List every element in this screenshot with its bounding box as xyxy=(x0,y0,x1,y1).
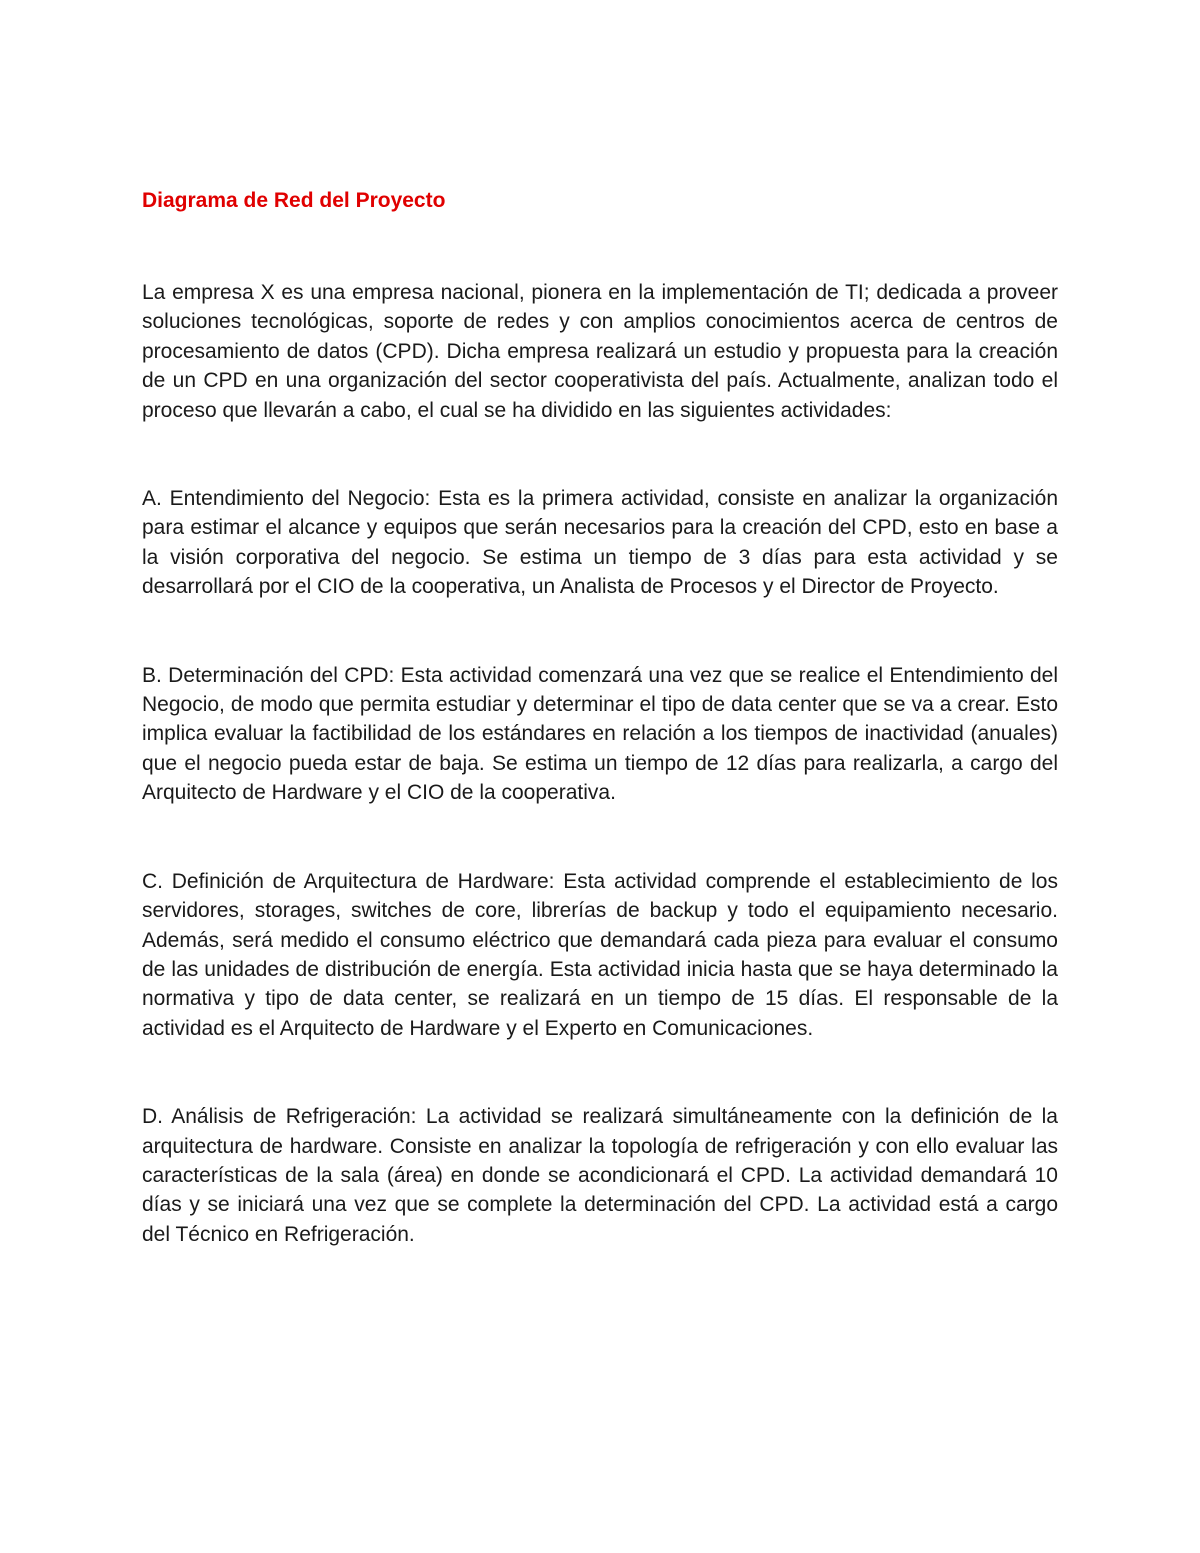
intro-paragraph: La empresa X es una empresa nacional, pionera en la implementación de TI; dedicada a proveer soluciones tecnológicas, soporte de redes y con amplios conocimientos acerca de centros de procesamiento de datos (CPD). Dicha empresa realizará un estudio y propuesta para la creación de un CPD en una organización del sector cooperativista del país. Actualmente, analizan todo el proceso que llevarán a cabo, el cual se ha dividido en las siguientes actividades: xyxy=(142,281,1058,422)
document-title: Diagrama de Red del Proyecto xyxy=(142,189,446,212)
activity-d-paragraph: D. Análisis de Refrigeración: La actividad se realizará simultáneamente con la definición de la arquitectura de hardware. Consiste en analizar la topología de refrigeración y con ello evaluar las características de la sala (área) en donde se acondicionará el CPD. La actividad demandará 10 días y se iniciará una vez que se complete la determinación del CPD. La actividad está a cargo del Técnico en Refrigeración. xyxy=(142,1105,1058,1246)
activity-c-paragraph: C. Definición de Arquitectura de Hardware: Esta actividad comprende el establecimiento de los servidores, storages, switches de core, librerías de backup y todo el equipamiento necesario. Además, será medido el consumo eléctrico que demandará cada pieza para evaluar el consumo de las unidades de distribución de energía. Esta actividad inicia hasta que se haya determinado la normativa y tipo de data center, se realizará en un tiempo de 15 días. El responsable de la actividad es el Arquitecto de Hardware y el Experto en Comunicaciones. xyxy=(142,869,1058,1040)
document-body xyxy=(142,186,1058,1249)
activity-b-paragraph: B. Determinación del CPD: Esta actividad comenzará una vez que se realice el Entendimiento del Negocio, de modo que permita estudiar y determinar el tipo de data center que se va a crear. Esto implica evaluar la factibilidad de los estándares en relación a los tiempos de inactividad (anuales) que el negocio pueda estar de baja. Se estima un tiempo de 12 días para realizarla, a cargo del Arquitecto de Hardware y el CIO de la cooperativa. xyxy=(142,663,1058,805)
activity-a-paragraph: A. Entendimiento del Negocio: Esta es la primera actividad, consiste en analizar la organización para estimar el alcance y equipos que serán necesarios para la creación del CPD, esto en base a la visión corporativa del negocio. Se estima un tiempo de 3 días para esta actividad y se desarrollará por el CIO de la cooperativa, un Analista de Procesos y el Director de Proyecto. xyxy=(142,487,1058,599)
